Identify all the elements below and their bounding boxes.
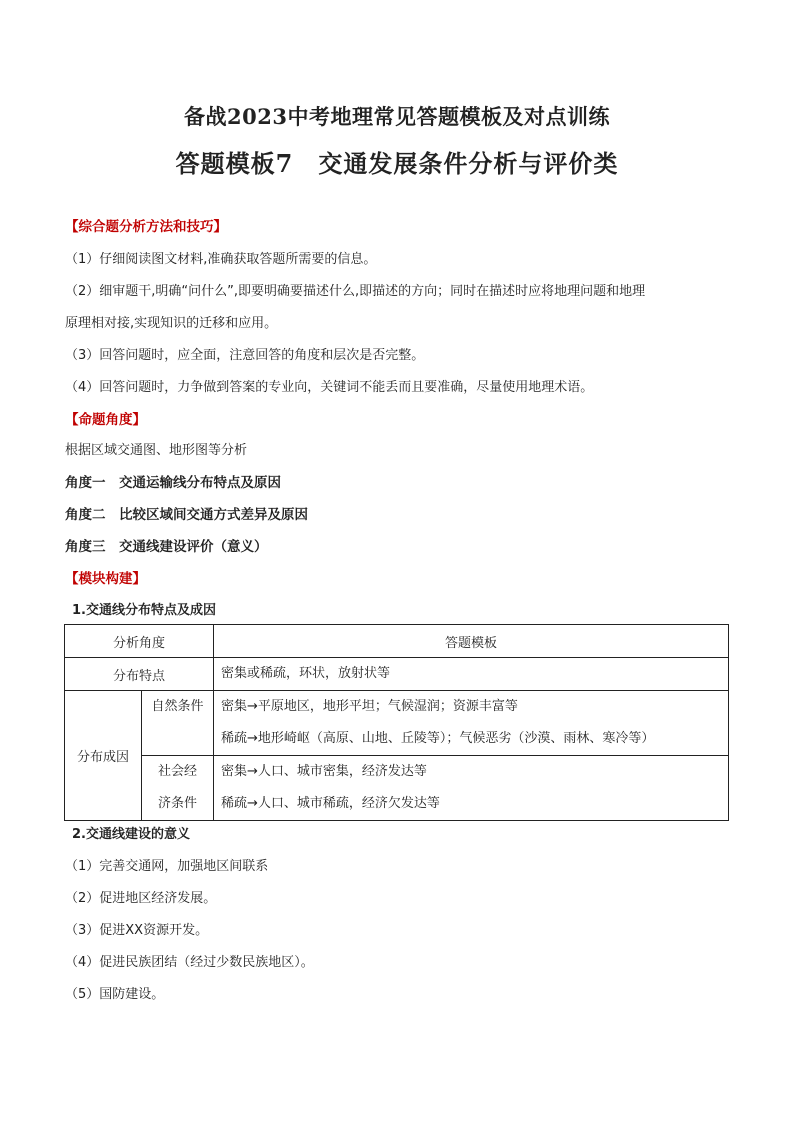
section-heading-methods: 【综合题分析方法和技巧】	[65, 219, 227, 235]
document-subtitle: 答题模板7 交通发展条件分析与评价类	[175, 149, 619, 178]
table-header-right: 答题模板	[214, 625, 729, 658]
social-label-line-2: 济条件	[157, 796, 197, 811]
method-item-1: （1）仔细阅读图文材料,准确获取答题所需要的信息。	[65, 252, 377, 267]
significance-item-3: （3）促进XX资源开发。	[65, 923, 209, 938]
document-title: 备战2023中考地理常见答题模板及对点训练	[184, 104, 610, 129]
method-item-2: （2）细审题干,明确“问什么”,即要明确要描述什么,即描述的方向；同时在描述时应将地理问题和地理	[65, 284, 646, 299]
social-line-2: 稀疏→人口、城市稀疏，经济欠发达等	[221, 796, 440, 811]
feature-label: 分布特点	[65, 658, 214, 691]
angles-intro: 根据区域交通图、地形图等分析	[65, 443, 248, 458]
section-heading-build: 【模块构建】	[65, 571, 146, 587]
significance-item-4: （4）促进民族团结（经过少数民族地区）。	[65, 955, 314, 970]
cause-label: 分布成因	[65, 691, 142, 821]
subsection-title-2: 2.交通线建设的意义	[72, 827, 190, 842]
angle-item-2: 角度二 比较区域间交通方式差异及原因	[65, 507, 308, 523]
social-label-line-1: 社会经	[157, 764, 197, 779]
table-header-left: 分析角度	[65, 625, 214, 658]
angle-item-1: 角度一 交通运输线分布特点及原因	[65, 475, 281, 491]
method-item-2-cont: 原理相对接,实现知识的迁移和应用。	[65, 316, 278, 331]
natural-line-1: 密集→平原地区，地形平坦；气候湿润；资源丰富等	[221, 699, 518, 714]
social-line-1: 密集→人口、城市密集，经济发达等	[221, 764, 427, 779]
section-heading-angles: 【命题角度】	[65, 412, 146, 428]
significance-item-5: （5）国防建设。	[65, 987, 165, 1002]
table-row	[65, 658, 729, 691]
table-row	[65, 756, 729, 821]
feature-cell	[214, 658, 729, 691]
method-item-4: （4）回答问题时，力争做到答案的专业向，关键词不能丢而且要准确，尽量使用地理术语。	[65, 380, 594, 395]
natural-cell	[214, 691, 729, 756]
feature-text: 密集或稀疏，环状，放射状等	[221, 666, 391, 681]
table-header-row	[65, 625, 729, 658]
significance-item-1: （1）完善交通网，加强地区间联系	[65, 859, 269, 874]
angle-item-3: 角度三 交通线建设评价（意义）	[65, 539, 268, 555]
social-cell	[214, 756, 729, 821]
social-label	[142, 756, 214, 821]
template-table	[64, 624, 729, 821]
natural-line-2: 稀疏→地形崎岖（高原、山地、丘陵等）；气候恶劣（沙漠、雨林、寒冷等）	[221, 731, 655, 746]
natural-label: 自然条件	[142, 691, 214, 756]
subsection-title-1: 1.交通线分布特点及成因	[72, 603, 216, 618]
table-row	[65, 691, 729, 756]
significance-item-2: （2）促进地区经济发展。	[65, 891, 217, 906]
method-item-3: （3）回答问题时，应全面，注意回答的角度和层次是否完整。	[65, 348, 425, 363]
